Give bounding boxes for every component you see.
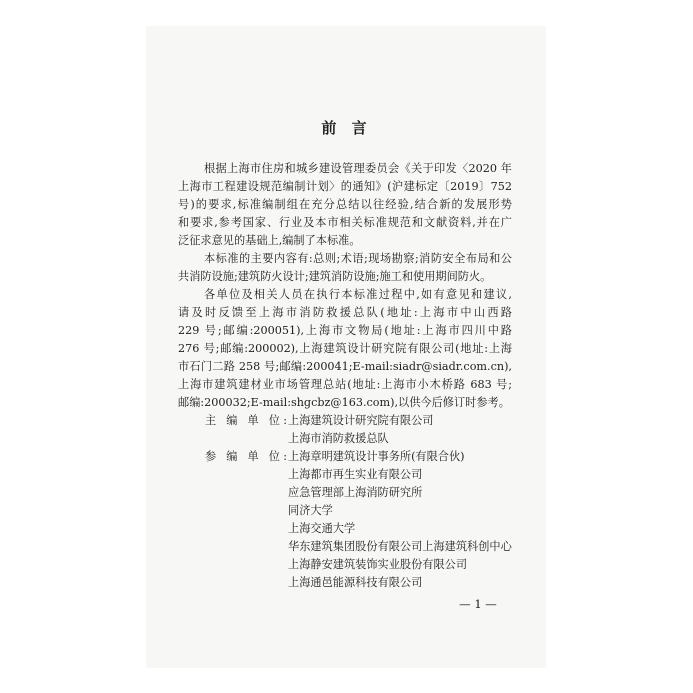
unit-row — [178, 448, 512, 466]
paragraph-line: 各单位及相关人员在执行本标准过程中,如有意见和建议, — [204, 288, 512, 301]
unit-name: 上海通邑能源科技有限公司 — [288, 576, 423, 589]
paragraph-line: 276 号;邮编:200002),上海建筑设计研究院有限公司(地址:上海 — [178, 342, 512, 355]
unit-row — [178, 484, 512, 502]
page-number: — 1 — — [459, 597, 497, 611]
paragraph-line: 泛征求意见的基础上,编制了本标准。 — [178, 234, 361, 247]
unit-name: 华东建筑集团股份有限公司上海建筑科创中心 — [288, 540, 512, 553]
unit-row — [178, 430, 512, 448]
participating-units — [178, 448, 512, 592]
paragraph-line: 上海市工程建设规范编制计划〉的通知》(沪建标定〔2019〕752 — [178, 180, 512, 193]
paragraph-feedback — [178, 286, 512, 412]
participating-units-label: 参 编 单 位: — [205, 450, 287, 463]
chief-editor-units — [178, 412, 512, 448]
unit-name: 上海静安建筑装饰实业股份有限公司 — [288, 558, 468, 571]
paragraph-background — [178, 160, 512, 250]
paragraph-line: 和要求,参考国家、行业及本市相关标准规范和文献资料,并在广 — [178, 216, 512, 229]
chief-editor-units-label: 主 编 单 位: — [205, 414, 287, 427]
unit-name: 应急管理部上海消防研究所 — [288, 486, 423, 499]
unit-row — [178, 520, 512, 538]
unit-name: 上海市消防救援总队 — [288, 432, 389, 445]
paragraph-contents — [178, 250, 512, 286]
paragraph-line: 上海市建筑建材业市场管理总站(地址:上海市小木桥路 683 号; — [178, 378, 512, 391]
unit-row — [178, 556, 512, 574]
paragraph-line: 请及时反馈至上海市消防救援总队(地址:上海市中山西路 — [178, 306, 512, 319]
preface-title: 前 言 — [321, 119, 372, 137]
paragraph-line: 邮编:200032;E-mail:shgcbz@163.com),以供今后修订时参考。 — [178, 396, 510, 409]
paragraph-line: 本标准的主要内容有:总则;术语;现场勘察;消防安全布局和公 — [204, 252, 512, 265]
unit-name: 上海章明建筑设计事务所(有限合伙) — [288, 450, 465, 463]
paragraph-line: 市石门二路 258 号;邮编:200041;E-mail:siadr@siadr.com.cn), — [178, 360, 512, 373]
paragraph-line: 根据上海市住房和城乡建设管理委员会《关于印发〈2020 年 — [204, 162, 512, 175]
unit-row — [178, 466, 512, 484]
unit-name: 上海交通大学 — [288, 522, 356, 535]
paragraph-line: 号)的要求,标准编制组在充分总结以往经验,结合新的发展形势 — [178, 198, 512, 211]
unit-name: 上海都市再生实业有限公司 — [288, 468, 423, 481]
unit-row — [178, 502, 512, 520]
paragraph-line: 共消防设施;建筑防火设计;建筑消防设施;施工和使用期间防火。 — [178, 270, 492, 283]
preface-body — [178, 160, 512, 592]
unit-name: 上海建筑设计研究院有限公司 — [288, 414, 434, 427]
unit-name: 同济大学 — [288, 504, 333, 517]
unit-row — [178, 412, 512, 430]
unit-row — [178, 538, 512, 556]
unit-row — [178, 574, 512, 592]
paragraph-line: 229 号;邮编:200051),上海市文物局(地址:上海市四川中路 — [178, 324, 512, 337]
